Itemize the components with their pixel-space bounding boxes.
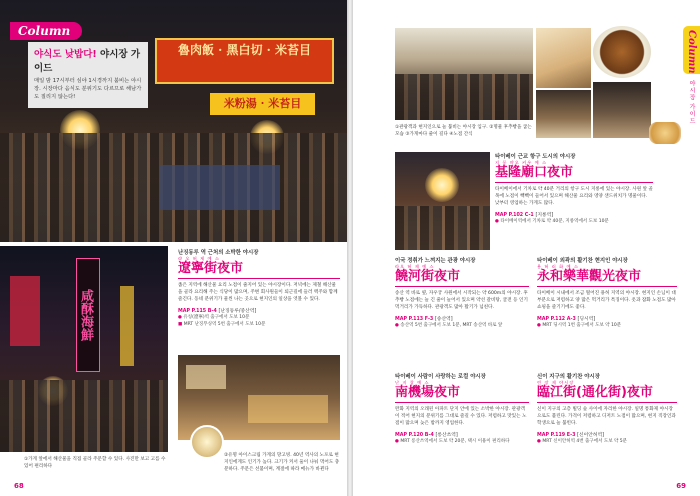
neon-sign: [76, 258, 100, 372]
article-kicker: 신이 지구의 활기찬 야시장: [537, 374, 600, 380]
neon-sign-text: 咸酥海鮮: [78, 289, 93, 341]
map-ref-text: MAP P.115 B-4: [178, 308, 217, 314]
pin-icon: ●: [495, 218, 499, 224]
column-badge: Column: [10, 22, 82, 40]
crowd: [395, 74, 533, 120]
article-body: 좁은 지역에 해산물 요리 노점이 줄지어 있는 야시장이다. 저녁에는 제철 해산물을 골라 요리해 주는 식당이 많으며, 주변 회사원들이 퇴근길에 들러 맥주와 함께 즐긴다. 동네 분위기가 물씬 나는 곳으로 현지인의 일상을 엿볼 수 있다.: [178, 282, 338, 303]
article-title: 遼寧街夜市: [178, 261, 244, 276]
map-reference: [537, 315, 677, 322]
article-raohe: [395, 256, 529, 329]
map-note: [롱산쓰역]: [435, 432, 458, 438]
column-tab-label: Column: [686, 30, 697, 74]
side-tab-text: 야시장 가이드: [688, 80, 695, 125]
article-keelung: [495, 152, 653, 225]
access-text: MRT 난징푸싱역 5번 출구에서 도보 10분: [183, 321, 266, 327]
article-kicker: 이국 정취가 느껴지는 관광 야시장: [395, 258, 476, 264]
caption-seafood: ①가게 앞에서 해산물을 직접 골라 주문할 수 있다. 사진만 보고 고를 수 있어 편리하다: [24, 457, 166, 470]
access-info: [395, 322, 529, 329]
keelung-photo: [395, 152, 490, 250]
hero-sign-text: 魯肉飯 · 黑白切 · 米苔目: [177, 43, 312, 57]
article-body: 송산 역 바로 옆, 자우궁 사원에서 시작되는 약 600m의 야시장. 후추빵 노점에는 늘 긴 줄이 늘어서 있으며 약선 갈비탕, 굴전 등 인기 먹거리가 가득하다. 관광객도 많아 활기가 넘친다.: [395, 290, 528, 311]
pin-icon: ●: [537, 322, 541, 328]
divider: [537, 286, 677, 287]
access-info: [178, 314, 340, 321]
intro-text: 매일 밤 17시부터 심야 1시경까지 붐비는 야시장. 시장마다 음식도 분위기도 다르므로 해남가도 질리지 않는다!: [34, 78, 142, 101]
map-note: [딩시역]: [577, 316, 596, 322]
intro-title: [34, 46, 142, 74]
access-text: 유칭(遼寧)역 출구에서 도보 10분: [183, 314, 250, 320]
access-info: [178, 321, 340, 328]
article-body: 신이 지구의 고층 빌딩 숲 사이에 자리한 야시장. 일명 통화제 야시장으로도 불린다. 가격이 저렴하고 디저트 노점이 많으며, 현지 직장인과 학생으로 늘 붐빈다.: [537, 406, 676, 427]
market-aisle-photo: [395, 28, 533, 120]
intro-title-highlight: 야식도 낮밥다!: [34, 49, 97, 60]
map-reference: [395, 315, 529, 322]
article-ruby: 난 지 창 예 스: [395, 380, 430, 385]
article-ruby: 랴 오 허 제 예 스: [178, 256, 220, 261]
intro-title-rest: 야시장 가이드: [34, 49, 141, 74]
right-page: [353, 0, 700, 496]
article-ruby: 지 룽 먀오 커우 예 스: [495, 160, 548, 165]
page-number-right: 69: [676, 482, 686, 490]
access-info: [495, 218, 653, 225]
map-note: [신이안허역]: [577, 432, 605, 438]
pin-icon: ●: [395, 438, 399, 444]
article-title: 臨江街(通化街)夜市: [537, 385, 653, 400]
article-ruby: 라오 허 제 예 스: [395, 264, 435, 269]
article-kicker: 타이베이 외곽의 활기찬 현지인 야시장: [537, 258, 628, 264]
braised-pork-photo: [593, 26, 651, 78]
article-ruby: 용 허 러 화 예 스: [537, 264, 579, 269]
train-icon: ■: [178, 321, 183, 327]
article-body: 완화 지역의 오래된 아파트 단지 안에 있는 소박한 야시장. 관광객이 적어 현지의 분위기를 그대로 즐길 수 있다. 저렴하고 맛있는 노점이 많으며 늦은 밤까지 영업한다.: [395, 406, 527, 427]
pin-icon: ●: [178, 314, 182, 320]
article-body: 타이베이 시내에서 조금 떨어진 용허 지역의 야시장. 현지인 손님이 대부분으로 저렴하고 양 많은 먹거리가 특징이다. 옷과 잡화 노점도 많아 쇼핑을 즐기기에도 좋다.: [537, 290, 676, 311]
map-ref-text: MAP P.112 A-3: [537, 316, 576, 322]
access-text: MRT 딩시역 1번 출구에서 도보 약 10분: [542, 322, 622, 328]
access-text: 송산역 5번 출구에서 도보 1분, MRT 송산역 바로 앞: [400, 322, 503, 328]
pin-icon: ●: [537, 438, 541, 444]
article-title: 基隆廟口夜市: [495, 165, 574, 180]
map-reference: [495, 211, 653, 218]
hero-subsign: [210, 93, 315, 115]
column-tab: [683, 26, 700, 74]
map-note: [송산역]: [434, 316, 453, 322]
divider: [495, 182, 653, 183]
divider: [537, 402, 677, 403]
fried-chicken-photo: [617, 16, 618, 17]
article-kicker: 타이베이 근교 항구 도시의 야시장: [495, 154, 576, 160]
article-liaoning: [178, 248, 340, 328]
hero-sign: [155, 38, 334, 84]
map-note: [난징동루/중산역]: [218, 308, 257, 314]
article-kicker: 난징동루 역 근처의 소박한 야시장: [178, 250, 259, 256]
map-reference: [395, 431, 529, 438]
article-yonghe: [537, 256, 677, 329]
neon-street-photo: [0, 246, 168, 452]
article-nanjichang: [395, 372, 529, 445]
fried-chicken-photo: [649, 122, 681, 144]
article-ruby: 린 장 제 야시장: [537, 380, 575, 385]
caption-mango: ②유명 아이스크림 가게의 망고빙. 40년 역사의 노포로 현지인에게도 인기가 높다. 크기가 커서 둘이 나눠 먹어도 충분하다. 주문은 선불이며, 계절에 따라 메뉴가 바뀐다: [224, 453, 340, 473]
article-linjiang: [537, 372, 677, 445]
article-body: 타이베이에서 기차로 약 40분 거리의 항구 도시 지룽에 있는 야시장. 사원 앞 골목에 노점이 빽빽이 들어서 있으며 해산물 요리와 영양 샌드위치가 명물이다. 낮부터 영업하는 가게도 많다.: [495, 186, 653, 207]
access-text: MRT 신이안허역 4번 출구에서 도보 약 5분: [542, 438, 627, 444]
left-page: [0, 0, 347, 496]
map-reference: [178, 307, 340, 314]
map-ref-text: MAP P.119 E-3: [537, 432, 576, 438]
access-info: [537, 322, 677, 329]
map-ref-text: MAP P.120 B-4: [395, 432, 434, 438]
access-info: [395, 438, 529, 445]
pepper-bun-photo: [536, 28, 591, 88]
lamp: [425, 168, 459, 202]
mango-ice-photo: [190, 425, 224, 459]
map-ref-text: MAP P.113 F-3: [395, 316, 434, 322]
access-text: MRT 롱산쓰역에서 도보 약 20분, 택시 이용이 편리하다: [400, 438, 510, 444]
pin-icon: ●: [395, 322, 399, 328]
intro-box: [28, 42, 148, 108]
map-note: [지룽역]: [535, 212, 554, 218]
access-text: 타이베이역에서 기차로 약 40분, 지룽역에서 도보 10분: [500, 218, 609, 224]
article-title: 永和樂華觀光夜市: [537, 269, 642, 284]
divider: [178, 278, 340, 279]
side-tab: [683, 22, 700, 152]
article-kicker: 타이베이 사람이 사랑하는 로컬 야시장: [395, 374, 486, 380]
divider: [395, 402, 529, 403]
caption-top: ①관광객과 현지인으로 늘 붐비는 야시장 입구. ②명물 후추빵을 굽는 모습 ③가게마다 줄이 길다 ④노점 간식: [395, 125, 532, 138]
access-info: [537, 438, 677, 445]
stall-photo: [536, 90, 591, 138]
divider: [395, 286, 529, 287]
article-title: 南機場夜市: [395, 385, 461, 400]
crowd: [395, 206, 490, 250]
map-ref-text: MAP P.102 C-1: [495, 212, 534, 218]
page-number-left: 68: [14, 482, 24, 490]
article-title: 饒河街夜市: [395, 269, 461, 284]
hero-subsign-text: 米粉湯 · 米苔目: [223, 97, 302, 110]
crowd: [0, 380, 168, 452]
market-photo-4: [593, 82, 651, 138]
map-reference: [537, 431, 677, 438]
